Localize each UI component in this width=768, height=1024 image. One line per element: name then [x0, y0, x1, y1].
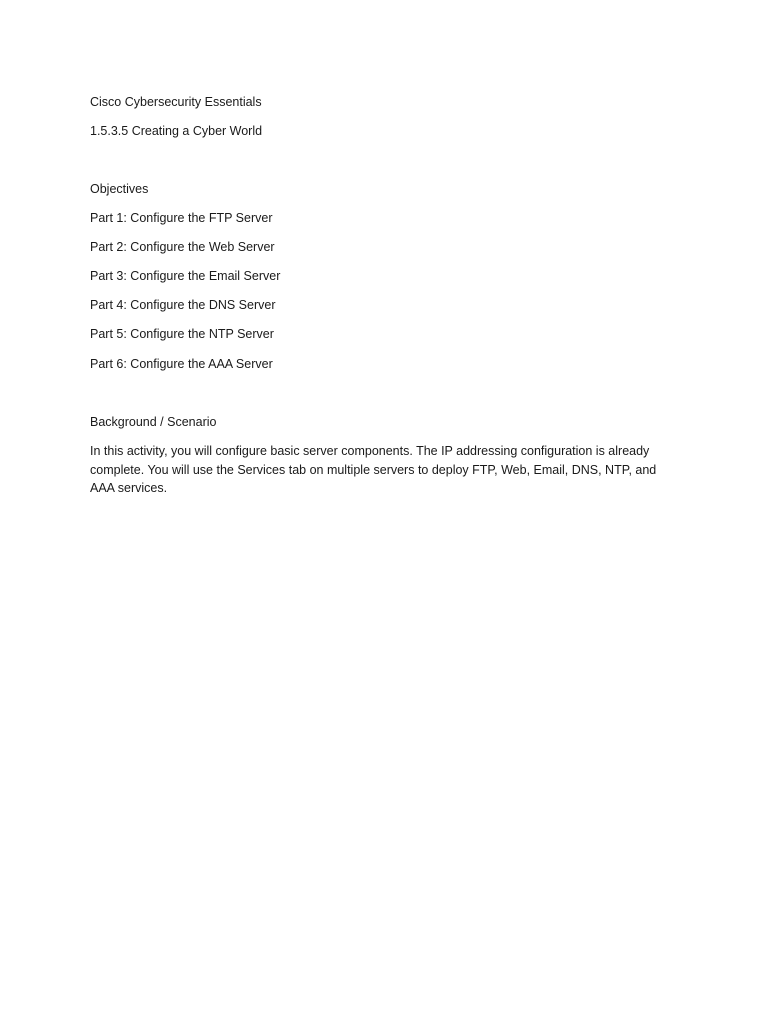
- course-title: Cisco Cybersecurity Essentials: [90, 95, 262, 109]
- objective-item: Part 5: Configure the NTP Server: [90, 327, 274, 341]
- objective-item: Part 6: Configure the AAA Server: [90, 357, 273, 371]
- objective-item: Part 3: Configure the Email Server: [90, 269, 281, 283]
- activity-title: 1.5.3.5 Creating a Cyber World: [90, 124, 263, 138]
- objective-item: Part 2: Configure the Web Server: [90, 240, 275, 254]
- objectives-heading: Objectives: [90, 182, 149, 196]
- background-heading: Background / Scenario: [90, 415, 217, 429]
- background-paragraph: In this activity, you will configure basic server components. The IP addressing configuration is already complete. You will use the Services tab on multiple servers to deploy FTP, Web, Email, DNS, NTP, and AAA services.: [90, 444, 657, 495]
- objective-item: Part 1: Configure the FTP Server: [90, 211, 273, 225]
- objective-item: Part 4: Configure the DNS Server: [90, 298, 276, 312]
